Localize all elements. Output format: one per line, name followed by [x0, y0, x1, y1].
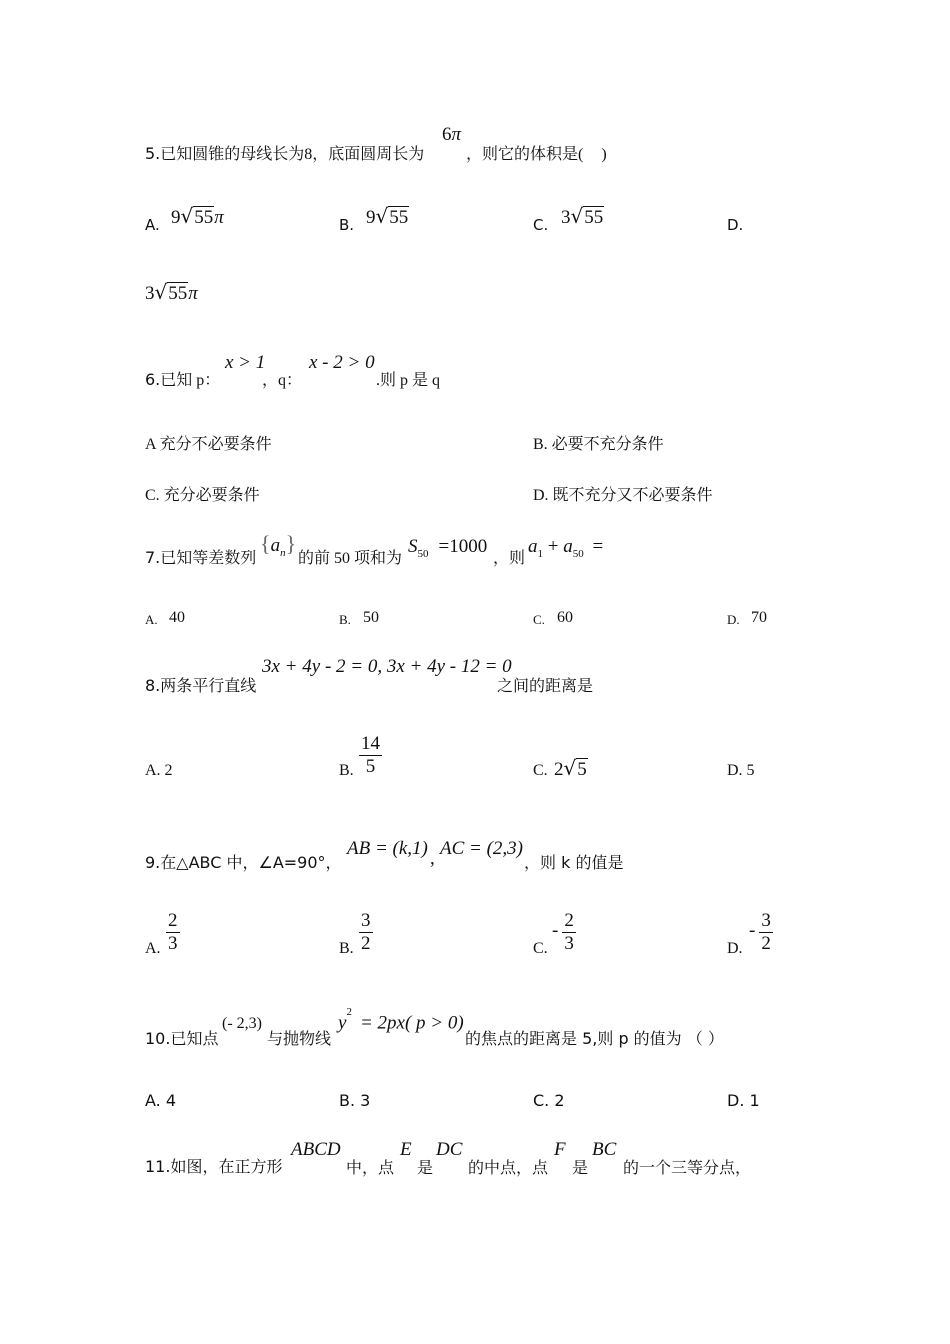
q7-option-c-label: C.: [533, 612, 545, 627]
q9-a-denominator: 3: [168, 933, 178, 954]
q10-text-a: 已知点: [170, 1029, 219, 1048]
q8-option-a: A. 2: [145, 762, 173, 779]
q8-c-radicand: 5: [577, 759, 587, 780]
q9-b-numerator: 3: [361, 910, 371, 931]
q7-option-c-value: 60: [557, 609, 573, 626]
q5-option-b-expr: [366, 204, 409, 229]
q7-option-b-label: B.: [339, 612, 351, 627]
q9-comma: ,: [430, 848, 435, 869]
q5-d-radicand: 55: [168, 283, 188, 304]
q9-c-numerator: 2: [564, 910, 574, 931]
q9-option-b-fraction: [359, 911, 373, 954]
q9-ab-vector: AB = (k,1): [347, 838, 428, 859]
q5-stem: [145, 141, 424, 164]
q10-text-c: 的焦点的距离是 5,则 p 的值为 （ ）: [465, 1029, 724, 1048]
q8-b-denominator: 5: [365, 756, 376, 777]
q8-text-b: 之间的距离是: [497, 676, 594, 695]
q11-point-e: E: [400, 1139, 412, 1160]
q11-stem-a: [145, 1154, 282, 1177]
q9-stem-a: [145, 850, 342, 873]
q9-number: 9.: [145, 853, 161, 872]
q8-b-numerator: 14: [361, 733, 380, 754]
q10-parabola-rest: = 2px( p > 0): [359, 1012, 464, 1034]
q10-option-a: A. 4: [145, 1091, 177, 1110]
q6-p-expr: x > 1: [225, 352, 266, 373]
q10-text-b: 与抛物线: [267, 1029, 332, 1048]
q7-a1-sub: 1: [537, 547, 543, 560]
q8-c-coef: 2: [554, 759, 564, 780]
q7-S-value: =1000: [438, 536, 488, 557]
q5-option-a-label: A.: [145, 216, 160, 234]
q11-segment-dc: DC: [436, 1139, 463, 1160]
q5-d-coef: 3: [145, 283, 155, 304]
q7-seq-sub: n: [280, 546, 286, 559]
q8-option-c-label: C.: [533, 762, 548, 779]
q7-S-sub: 50: [417, 547, 429, 560]
q6-stem-a: [145, 367, 220, 390]
q10-option-b: B. 3: [339, 1091, 371, 1110]
q8-option-d: D. 5: [727, 762, 755, 779]
q7-text-b: 的前 50 项和为: [298, 550, 403, 567]
q7-option-d-label: D.: [727, 612, 740, 627]
q6-option-d: D. 既不充分又不必要条件: [533, 487, 713, 504]
q5-c-radicand: 55: [584, 207, 604, 228]
q9-option-c-fraction: [552, 911, 576, 954]
q8-lines-expr: 3x + 4y - 2 = 0, 3x + 4y - 12 = 0: [262, 656, 512, 677]
q8-option-b-label: B.: [339, 762, 354, 779]
q10-point: (- 2,3): [222, 1015, 262, 1032]
q8-stem-a: [145, 673, 256, 696]
q10-stem-a: [145, 1026, 218, 1049]
q9-option-a-fraction: [166, 911, 180, 954]
q7-plus: +: [547, 536, 559, 557]
q10-y: y: [338, 1012, 347, 1034]
q9-option-d-fraction: [749, 911, 773, 954]
q11-square-name: ABCD: [291, 1139, 341, 1160]
q8-option-b-fraction: [359, 734, 382, 777]
q10-option-c: C. 2: [533, 1091, 565, 1110]
q6-number: 6.: [145, 370, 161, 389]
q9-d-denominator: 2: [761, 933, 771, 954]
q9-option-c-label: C.: [533, 940, 548, 957]
q11-text-a: 如图，在正方形: [170, 1159, 283, 1176]
q9-d-numerator: 3: [761, 910, 771, 931]
q5-option-d-label: D.: [727, 216, 744, 234]
q9-c-denominator: 3: [564, 933, 574, 954]
q5-length: 8: [304, 146, 313, 163]
q5-circ-value: 6: [442, 124, 452, 145]
q7-option-b-value: 50: [363, 609, 379, 626]
q11-text-e: 是: [572, 1160, 589, 1177]
q5-a-radicand: 55: [194, 207, 214, 228]
q7-S: S: [408, 536, 418, 557]
q7-a1: a: [528, 536, 538, 557]
q10-number: 10.: [145, 1029, 171, 1048]
q7-number: 7.: [145, 548, 161, 567]
q8-c-sqrt: √5: [563, 756, 587, 780]
q11-text-c: 是: [417, 1160, 434, 1177]
q5-option-a-expr: [171, 204, 224, 229]
q7-option-a-label: A.: [145, 612, 158, 627]
q9-text-b: ，则 k 的值是: [524, 853, 624, 872]
q9-option-d-label: D.: [727, 940, 743, 957]
q6-q-expr: x - 2 > 0: [309, 352, 375, 373]
q11-text-d: 的中点，点: [468, 1160, 549, 1177]
q5-a-pi: π: [214, 207, 224, 228]
q6-text-c: .则 p 是 q: [376, 372, 441, 389]
q5-circ-pi: π: [451, 124, 462, 145]
q8-option-c-expr: [554, 756, 588, 781]
q5-text-a: 已知圆锥的母线长为: [160, 146, 305, 163]
q7-sequence: $\{a_n\}$: [260, 531, 297, 559]
q5-circumference: [442, 124, 461, 146]
q7-a50: a: [563, 536, 573, 557]
q8-number: 8.: [145, 676, 161, 695]
q11-text-f: 的一个三等分点，: [623, 1160, 752, 1177]
q9-text-a: 在△ABC 中，∠A=90°，: [160, 853, 342, 872]
q9-b-denominator: 2: [361, 933, 371, 954]
q7-option-d-value: 70: [751, 609, 767, 626]
q11-point-f: F: [554, 1139, 566, 1160]
q5-a-sqrt: √55: [180, 204, 214, 228]
q5-text-b: ，底面圆周长为: [312, 146, 425, 163]
q9-c-sign: -: [552, 920, 559, 942]
q9-d-sign: -: [749, 920, 756, 942]
q5-option-d-expr: [145, 280, 198, 305]
q11-segment-bc: BC: [592, 1139, 617, 1160]
q11-number: 11.: [145, 1157, 171, 1176]
q7-seq-a: a: [270, 535, 281, 556]
q7-stem-a: [145, 545, 256, 568]
q7-text-c: ，则: [493, 550, 526, 567]
q7-eq: =: [592, 536, 604, 557]
q5-paren-close: ): [601, 146, 607, 163]
q6-option-a: A 充分不必要条件: [145, 436, 272, 453]
q5-b-radicand: 55: [389, 207, 409, 228]
q5-b-coef: 9: [366, 207, 376, 228]
q5-d-pi: π: [188, 283, 198, 304]
q7-sum: [408, 536, 487, 560]
q6-option-b: B. 必要不充分条件: [533, 436, 664, 453]
q9-option-a-label: A.: [145, 940, 161, 957]
q6-text-b: ，q：: [262, 372, 303, 389]
q5-b-sqrt: √55: [375, 204, 409, 228]
q7-text-a: 已知等差数列: [160, 550, 257, 567]
q7-target: [528, 536, 603, 560]
q9-ac-vector: AC = (2,3): [440, 838, 524, 859]
q5-number: 5.: [145, 144, 161, 163]
q9-option-b-label: B.: [339, 940, 354, 957]
q7-option-a-value: 40: [169, 609, 185, 626]
q10-parabola: [338, 1006, 464, 1034]
q9-a-numerator: 2: [168, 910, 178, 931]
q10-square: 2: [346, 1006, 352, 1018]
q7-a50-sub: 50: [572, 547, 584, 560]
q10-option-d: D. 1: [727, 1091, 760, 1110]
q5-option-b-label: B.: [339, 216, 355, 234]
q5-option-c-expr: [561, 204, 604, 229]
q6-text-a: 已知 p：: [160, 372, 221, 389]
q5-c-coef: 3: [561, 207, 571, 228]
q5-text-c: [466, 141, 607, 164]
q5-c-sqrt: √55: [570, 204, 604, 228]
q5-option-c-label: C.: [533, 216, 549, 234]
q6-option-c: C. 充分必要条件: [145, 487, 260, 504]
q8-text-a: 两条平行直线: [160, 676, 257, 695]
q5-text-c-span: ，则它的体积是(: [466, 146, 584, 163]
q5-a-coef: 9: [171, 207, 181, 228]
q11-text-b: 中，点: [346, 1160, 395, 1177]
q5-d-sqrt: √55: [154, 280, 188, 304]
